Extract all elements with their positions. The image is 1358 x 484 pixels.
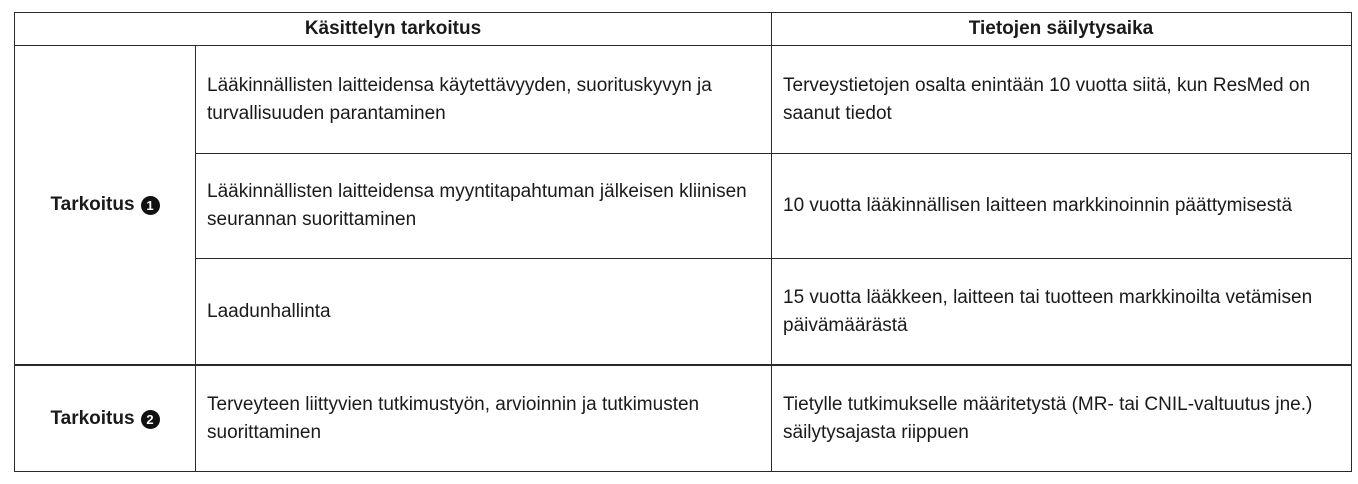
column-divider [771,13,772,471]
purpose-cell [195,154,771,258]
retention-text: 10 vuotta lääkinnällisen laitteen markkinoinnin päättymisestä [783,195,1293,216]
group-1-label [15,46,195,364]
number-badge-icon: 1 [141,196,160,215]
header-purpose-text: Käsittelyn tarkoitus [304,18,482,39]
group-1-label-text: Tarkoitus [50,194,135,215]
group-2-label [15,367,195,471]
header-retention [771,13,1351,45]
retention-cell [771,154,1351,258]
header-purpose [15,13,771,45]
header-retention-text: Tietojen säilytysaika [968,18,1154,39]
purpose-text: Terveyteen liittyvien tutkimustyön, arvioinnin ja tutkimusten suorittaminen [207,394,700,443]
group-divider [15,364,1351,366]
purpose-cell [195,259,771,364]
number-badge-icon: 2 [141,410,160,429]
row-divider [195,153,1351,154]
row-divider [195,258,1351,259]
header-divider [15,45,1351,46]
purpose-text: Lääkinnällisten laitteidensa myyntitapahtuman jälkeisen kliinisen seurannan suorittaminen [207,181,747,230]
purpose-text: Laadunhallinta [207,300,331,322]
group-2-label-text: Tarkoitus [50,408,135,429]
purpose-text: Lääkinnällisten laitteidensa käytettävyyden, suorituskyvyn ja turvallisuuden parantaminen [207,74,712,124]
retention-cell [771,259,1351,364]
retention-table [14,12,1352,472]
retention-text: 15 vuotta lääkkeen, laitteen tai tuotteen markkinoilta vetämisen päivämäärästä [783,286,1313,336]
purpose-cell [195,367,771,471]
column-divider [195,46,196,471]
retention-cell [771,46,1351,153]
retention-text: Tietylle tutkimukselle määritetystä (MR- tai CNIL-valtuutus jne.) säilytysajasta riippuen [783,394,1313,443]
purpose-cell [195,46,771,153]
retention-cell [771,367,1351,471]
retention-text: Terveystietojen osalta enintään 10 vuotta siitä, kun ResMed on saanut tiedot [783,74,1311,124]
